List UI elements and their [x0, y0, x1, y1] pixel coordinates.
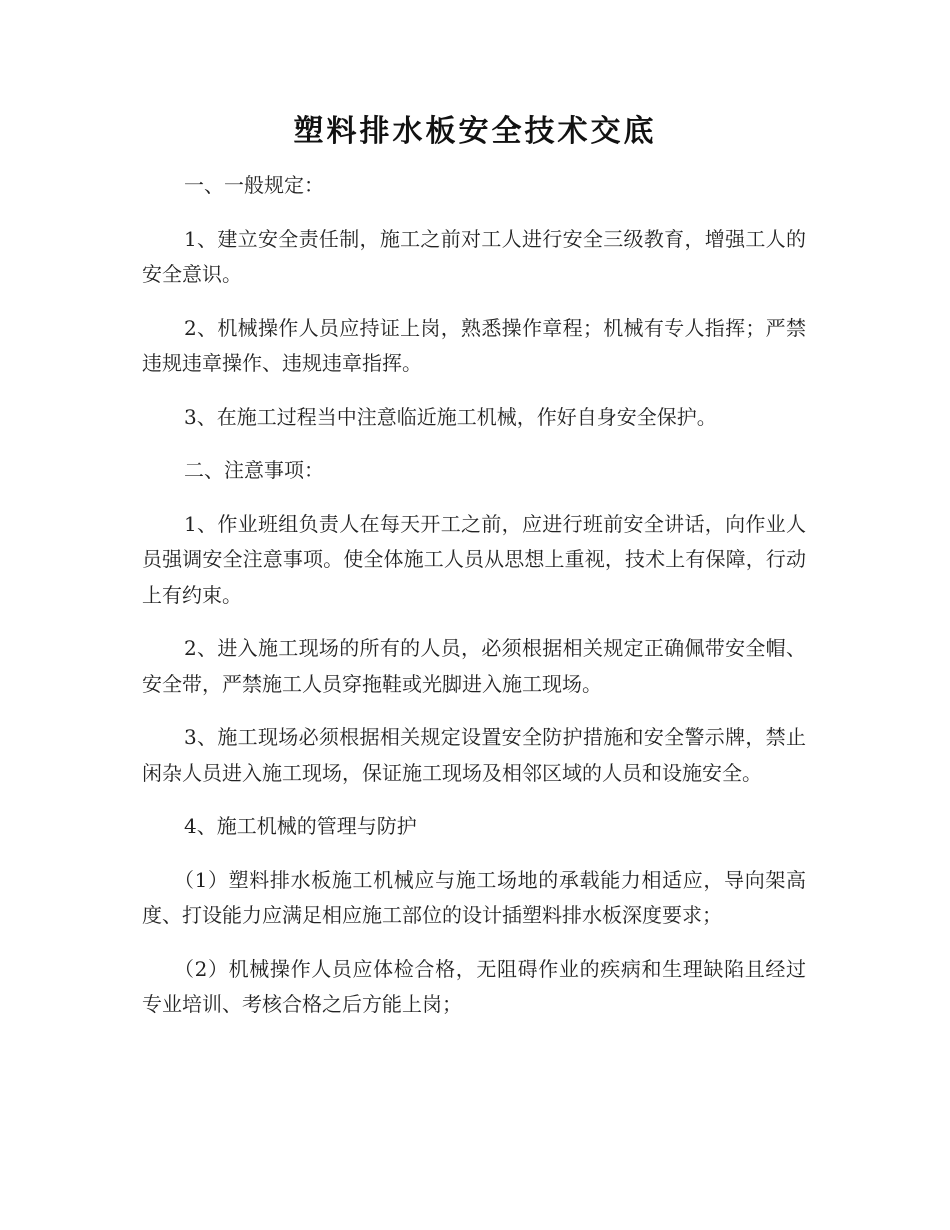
paragraph-item: 3、在施工过程当中注意临近施工机械，作好自身安全保护。: [184, 404, 717, 429]
paragraph-item: 4、施工机械的管理与防护: [184, 814, 417, 838]
paragraph-item: 1、作业班组负责人在每天开工之前，应进行班前安全讲话，向作业人员强调安全注意事项。使全体施工人员从思想上重视，技术上有保障，行动上有约束。: [142, 511, 806, 607]
section-heading-notes: 二、注意事项：: [184, 458, 324, 482]
sub-paragraph-item: （1）塑料排水板施工机械应与施工场地的承载能力相适应，导向架高度、打设能力应满足相应施工部位的设计插塑料排水板深度要求；: [142, 867, 806, 927]
document-title: 塑料排水板安全技术交底: [293, 114, 657, 149]
sub-paragraph-item: （2）机械操作人员应体检合格，无阻碍作业的疾病和生理缺陷且经过专业培训、考核合格之后方能上岗；: [142, 956, 806, 1016]
document-body: [142, 168, 806, 1041]
paragraph-item: 3、施工现场必须根据相关规定设置安全防护措施和安全警示牌，禁止闲杂人员进入施工现场，保证施工现场及相邻区域的人员和设施安全。: [142, 725, 806, 785]
paragraph-item: 1、建立安全责任制，施工之前对工人进行安全三级教育，增强工人的安全意识。: [142, 226, 806, 286]
section-heading-general: 一、一般规定：: [184, 173, 324, 197]
paragraph-item: 2、机械操作人员应持证上岗，熟悉操作章程；机械有专人指挥；严禁违规违章操作、违规违章指挥。: [142, 315, 806, 375]
paragraph-item: 2、进入施工现场的所有的人员，必须根据相关规定正确佩带安全帽、安全带，严禁施工人员穿拖鞋或光脚进入施工现场。: [142, 636, 806, 696]
